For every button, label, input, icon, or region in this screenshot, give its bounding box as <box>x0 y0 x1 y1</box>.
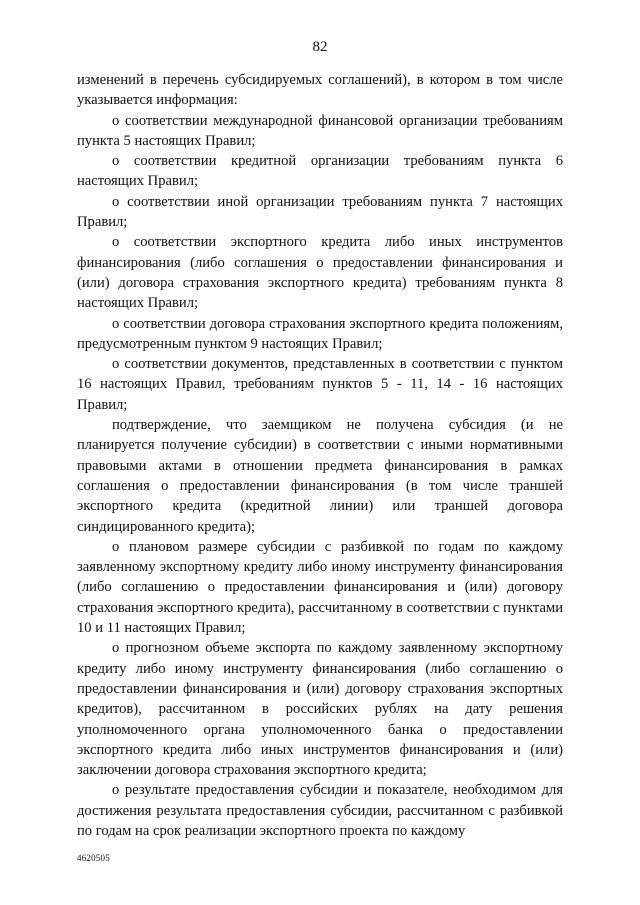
paragraph-item-insurance-contract: о соответствии договора страхования экспортного кредита положениям, предусмотренным пунктом 9 настоящих Правил; <box>77 315 563 352</box>
paragraph-item-export-credit: о соответствии экспортного кредита либо иных инструментов финансирования (либо соглашения о предоставлении финансирования и (или) договора страхования экспортного кредита) требованиям пункта 8 настоящих Правил; <box>77 234 563 312</box>
page-number: 82 <box>312 39 328 55</box>
paragraph-item-confirmation: подтверждение, что заемщиком не получена субсидия (и не планируется получение субсидии) в соответствии с иными нормативными правовыми актами в отношении предмета финансирования в рамках соглашения о предоставлении финансирования (в том числе траншей экспортного кредита (кредитной линии) или траншей договора синдицированного кредита); <box>77 417 563 535</box>
paragraph-item-documents: о соответствии документов, представленных в соответствии с пунктом 16 настоящих Правил, требованиям пунктов 5 - 11, 14 - 16 настоящих Правил; <box>77 356 563 413</box>
paragraph-intro: изменений в перечень субсидируемых соглашений), в котором в том числе указывается информация: <box>77 72 563 109</box>
paragraph-item-result: о результате предоставления субсидии и показателе, необходимом для достижения результата предоставления субсидии, рассчитанном с разбивкой по годам на срок реализации экспортного проекта по каждому <box>77 782 563 839</box>
paragraph-item-planned-subsidy: о плановом размере субсидии с разбивкой по годам по каждому заявленному экспортному кредиту либо иному инструменту финансирования (либо соглашению о предоставлении финансирования и (или) договору страхования экспортного кредита), рассчитанному в соответствии с пунктами 10 и 11 настоящих Правил; <box>77 538 563 637</box>
paragraph-item-financial-org: о соответствии международной финансовой организации требованиям пункта 5 настоящих Правил; <box>77 112 563 149</box>
document-body <box>77 70 563 841</box>
document-code: 4620505 <box>77 853 110 863</box>
paragraph-item-other-org: о соответствии иной организации требованиям пункта 7 настоящих Правил; <box>77 193 563 231</box>
paragraph-item-credit-org: о соответствии кредитной организации требованиям пункта 6 настоящих Правил; <box>77 153 563 190</box>
paragraph-item-forecast-export: о прогнозном объеме экспорта по каждому заявленному экспортному кредиту либо иному инструменту финансирования (либо соглашению о предоставлении финансирования и (или) договору страхования экспортных кредитов), рассчитанном в российских рублях на дату решения уполномоченного органа уполномоченного банка о предоставлении экспортного кредита либо иных инструментов финансирования и (или) заключении договора страхования экспортного кредита; <box>77 640 563 779</box>
